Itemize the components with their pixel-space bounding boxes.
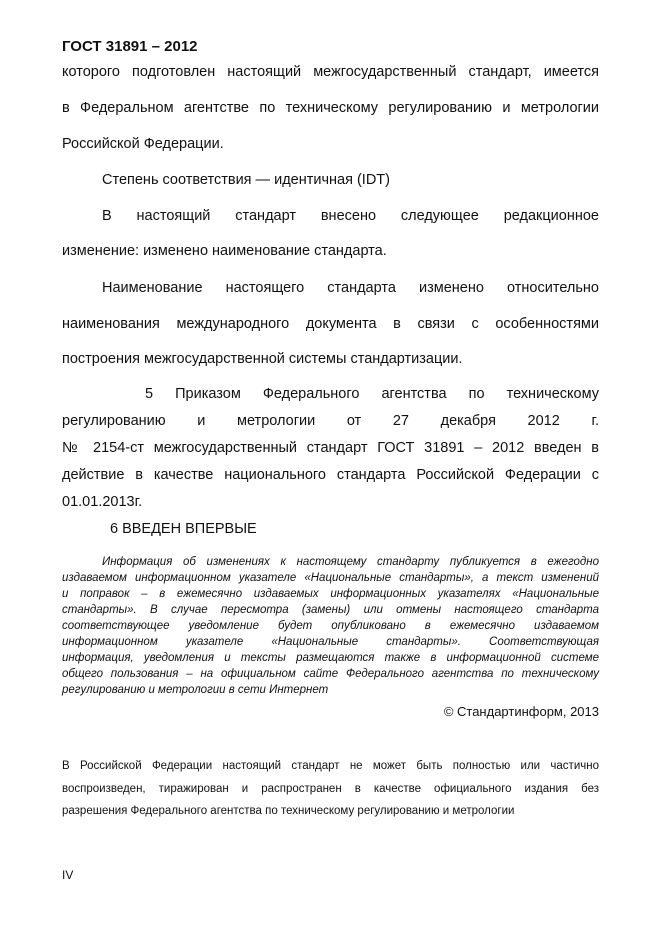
rights-note-line: разрешения Федерального агентства по техническому регулированию и метрологии <box>62 805 515 817</box>
order-clause-line: № 2154-ст межгосударственный стандарт ГОСТ 31891 – 2012 введен в <box>62 440 599 456</box>
info-note-line: стандарты». В случае пересмотра (замены) или отмены настоящего стандарта <box>62 604 599 616</box>
info-note-line: информация, уведомления и тексты размещаются также в информационной системе <box>62 652 599 664</box>
order-clause-line: 01.01.2013г. <box>62 494 143 510</box>
paragraph-line: построения межгосударственной системы стандартизации. <box>62 351 463 367</box>
paragraph-line: Российской Федерации. <box>62 136 224 152</box>
page-number: IV <box>62 868 74 882</box>
standard-header: ГОСТ 31891 – 2012 <box>62 38 198 55</box>
info-note-line: и поправок – в ежемесячно издаваемых информационных указателях «Национальные <box>62 588 599 600</box>
info-note-line: информационном указателе «Национальные стандарты». Соответствующая <box>62 636 599 648</box>
rights-note-line: В Российской Федерации настоящий стандарт не может быть полностью или частично <box>62 760 599 772</box>
info-note-line: общего пользования – на официальном сайте Федерального агентства по техническому <box>62 668 599 680</box>
info-note-line: Информация об изменениях к настоящему стандарту публикуется в ежегодно <box>102 556 599 568</box>
copyright: © Стандартинформ, 2013 <box>443 704 599 719</box>
order-clause-line: регулированию и метрологии от 27 декабря 2012 г. <box>62 413 599 429</box>
order-clause-line: 5 Приказом Федерального агентства по техническому <box>145 386 599 402</box>
info-note-line: соответствующее уведомление будет опубликовано в ежемесячно издаваемом <box>62 620 599 632</box>
paragraph-line: изменение: изменено наименование стандарта. <box>62 243 387 259</box>
order-clause-line: действие в качестве национального стандарта Российской Федерации с <box>62 467 599 483</box>
paragraph-line: наименования международного документа в связи с особенностями <box>62 316 599 332</box>
rights-note-line: воспроизведен, тиражирован и распространен в качестве официального издания без <box>62 783 599 795</box>
conformity-degree: Степень соответствия — идентичная (IDT) <box>102 172 390 188</box>
info-note-line: издаваемом информационном указателе «Национальные стандарты», а текст изменений <box>62 572 599 584</box>
first-introduced: 6 ВВЕДЕН ВПЕРВЫЕ <box>110 521 257 537</box>
paragraph-line: В настоящий стандарт внесено следующее редакционное <box>102 208 599 224</box>
paragraph-line: Наименование настоящего стандарта изменено относительно <box>102 280 599 296</box>
info-note-line: регулированию и метрологии в сети Интернет <box>62 684 329 696</box>
paragraph-line: в Федеральном агентстве по техническому регулированию и метрологии <box>62 100 599 116</box>
paragraph-line: которого подготовлен настоящий межгосударственный стандарт, имеется <box>62 64 599 80</box>
